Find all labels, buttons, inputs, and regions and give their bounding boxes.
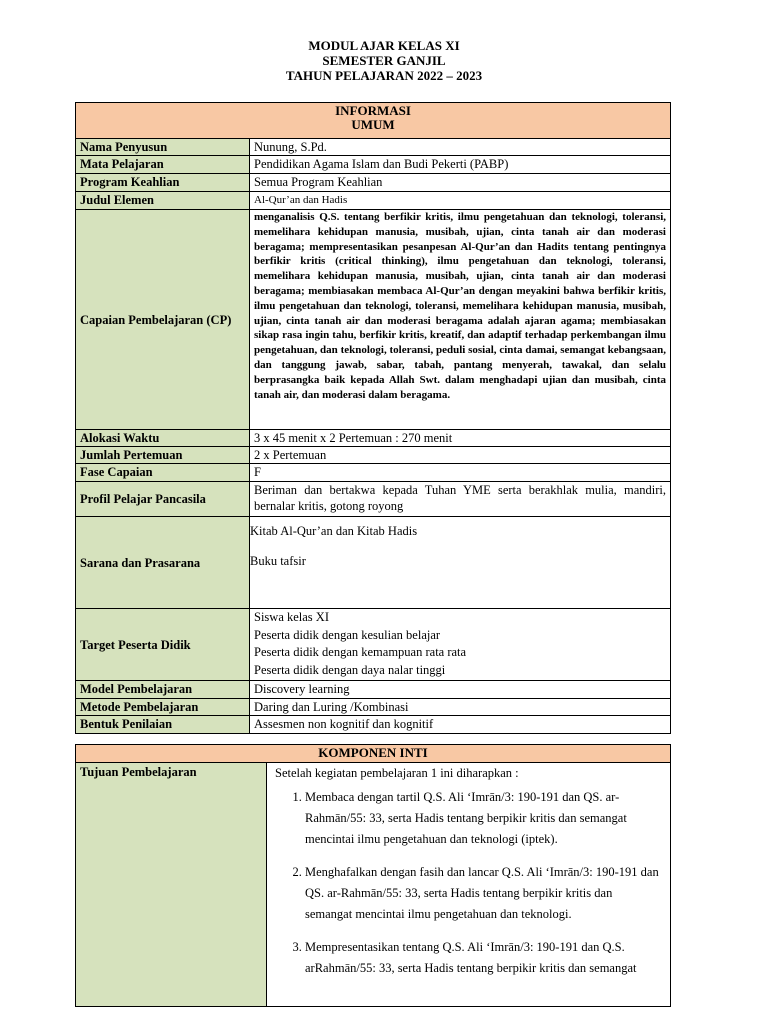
title-line-2: SEMESTER GANJIL [322,53,446,68]
sarana-prasarana-label: Sarana dan Prasarana [76,517,250,609]
fase-capaian-value: F [250,464,671,482]
tujuan-intro: Setelah kegiatan pembelajaran 1 ini diharapkan : [275,766,519,780]
jumlah-pertemuan-label: Jumlah Pertemuan [76,447,250,464]
title-line-3: TAHUN PELAJARAN 2022 – 2023 [285,68,483,83]
sarana-item: Kitab Al-Qur’an dan Kitab Hadis [250,524,418,538]
tujuan-item: 2. Menghafalkan dengan fasih dan lancar Q.S. Ali ‘Imrān/3: 190-191 dan QS. ar-Rahmān/55: 33, serta Hadis tentang berpikir kritis dan semangat mencintai ilmu pengetahuan dan teknologi. [305,862,662,925]
tujuan-pembelajaran-label: Tujuan Pembelajaran [76,763,267,1007]
alokasi-waktu-value: 3 x 45 menit x 2 Pertemuan : 270 menit [250,430,671,447]
sarana-item: Buku tafsir [250,554,306,568]
profil-pelajar-label: Profil Pelajar Pancasila [76,482,250,517]
profil-pelajar-value: Beriman dan bertakwa kepada Tuhan YME serta berakhlak mulia, mandiri, bernalar kritis, gotong royong [250,482,671,517]
tujuan-item: 3. Mempresentasikan tentang Q.S. Ali ‘Imrān/3: 190-191 dan Q.S. arRahmān/55: 33, serta Hadis tentang berpikir kritis dan semangat [305,937,662,979]
alokasi-waktu-label: Alokasi Waktu [76,430,250,447]
capaian-pembelajaran-label: Capaian Pembelajaran (CP) [76,210,250,430]
fase-capaian-label: Fase Capaian [76,464,250,482]
sarana-prasarana-value [250,517,671,609]
target-item: Peserta didik dengan kemampuan rata rata [254,645,467,659]
jumlah-pertemuan-value: 2 x Pertemuan [250,447,671,464]
target-peserta-value [250,609,671,681]
model-pembelajaran-label: Model Pembelajaran [76,681,250,699]
judul-elemen-label: Judul Elemen [76,192,250,210]
komponen-inti-header: KOMPONEN INTI [76,745,671,763]
title-line-1: MODUL AJAR KELAS XI [308,38,460,53]
program-keahlian-value: Semua Program Keahlian [250,174,671,192]
informasi-umum-table [75,102,671,734]
mata-pelajaran-value: Pendidikan Agama Islam dan Budi Pekerti (PABP) [250,156,671,174]
capaian-pembelajaran-value: menganalisis Q.S. tentang berfikir kritis, ilmu pengetahuan dan teknologi, toleransi, memelihara kehidupan manusia, musibah, ujian, cinta tanah air dan moderasi beragama; mempresentasikan pesanpesan Al-Qur’an dan Hadits tentang pentingnya berfikir kritis (critical thinking), ilmu pengetahuan dan teknologi, toleransi, memelihara kehidupan manusia, musibah, ujian, cinta tanah air dan moderasi beragama; membiasakan membaca Al-Qur’an dengan meyakini bahwa berfikir kritis, ilmu pengetahuan dan teknologi, toleransi, memelihara kehidupan manusia, musibah, ujian, cinta tanah air dan moderasi beragama adalah ajaran agama; membiasakan sikap rasa ingin tahu, berfikir kritis, kreatif, dan adaptif terhadap perkembangan ilmu pengetahuan, dan teknologi, toleransi, peduli sosial, cinta damai, semangat kebangsaan, dan tanggung jawab, sabar, tabah, pantang menyerah, tawakal, dan selalu berprasangka baik kepada Allah Swt. dalam menghadapi ujian dan musibah, cinta tanah air, dan moderasi dalam beragama. [250,210,671,430]
metode-pembelajaran-label: Metode Pembelajaran [76,699,250,716]
tujuan-item: 1. Membaca dengan tartil Q.S. Ali ‘Imrān/3: 190-191 dan QS. ar-Rahmān/55: 33, serta Hadis tentang berpikir kritis dan semangat mencintai ilmu pengetahuan dan teknologi (iptek). [305,787,662,850]
header-line-1: INFORMASI [335,103,411,118]
tujuan-list [275,787,662,979]
program-keahlian-label: Program Keahlian [76,174,250,192]
document-title [0,38,768,83]
bentuk-penilaian-label: Bentuk Penilaian [76,716,250,734]
target-item: Siswa kelas XI [254,610,329,624]
komponen-inti-table [75,744,671,1007]
nama-penyusun-value: Nunung, S.Pd. [250,139,671,156]
target-item: Peserta didik dengan kesulian belajar [254,627,441,642]
judul-elemen-value: Al-Qur’an dan Hadis [250,192,671,210]
mata-pelajaran-label: Mata Pelajaran [76,156,250,174]
metode-pembelajaran-value: Daring dan Luring /Kombinasi [250,699,671,716]
bentuk-penilaian-value: Assesmen non kognitif dan kognitif [250,716,671,734]
model-pembelajaran-value: Discovery learning [250,681,671,699]
informasi-umum-header [76,103,671,139]
header-line-2: UMUM [351,117,395,132]
target-item: Peserta didik dengan daya nalar tinggi [254,662,446,677]
tujuan-pembelajaran-value [267,763,671,1007]
target-peserta-label: Target Peserta Didik [76,609,250,681]
nama-penyusun-label: Nama Penyusun [76,139,250,156]
